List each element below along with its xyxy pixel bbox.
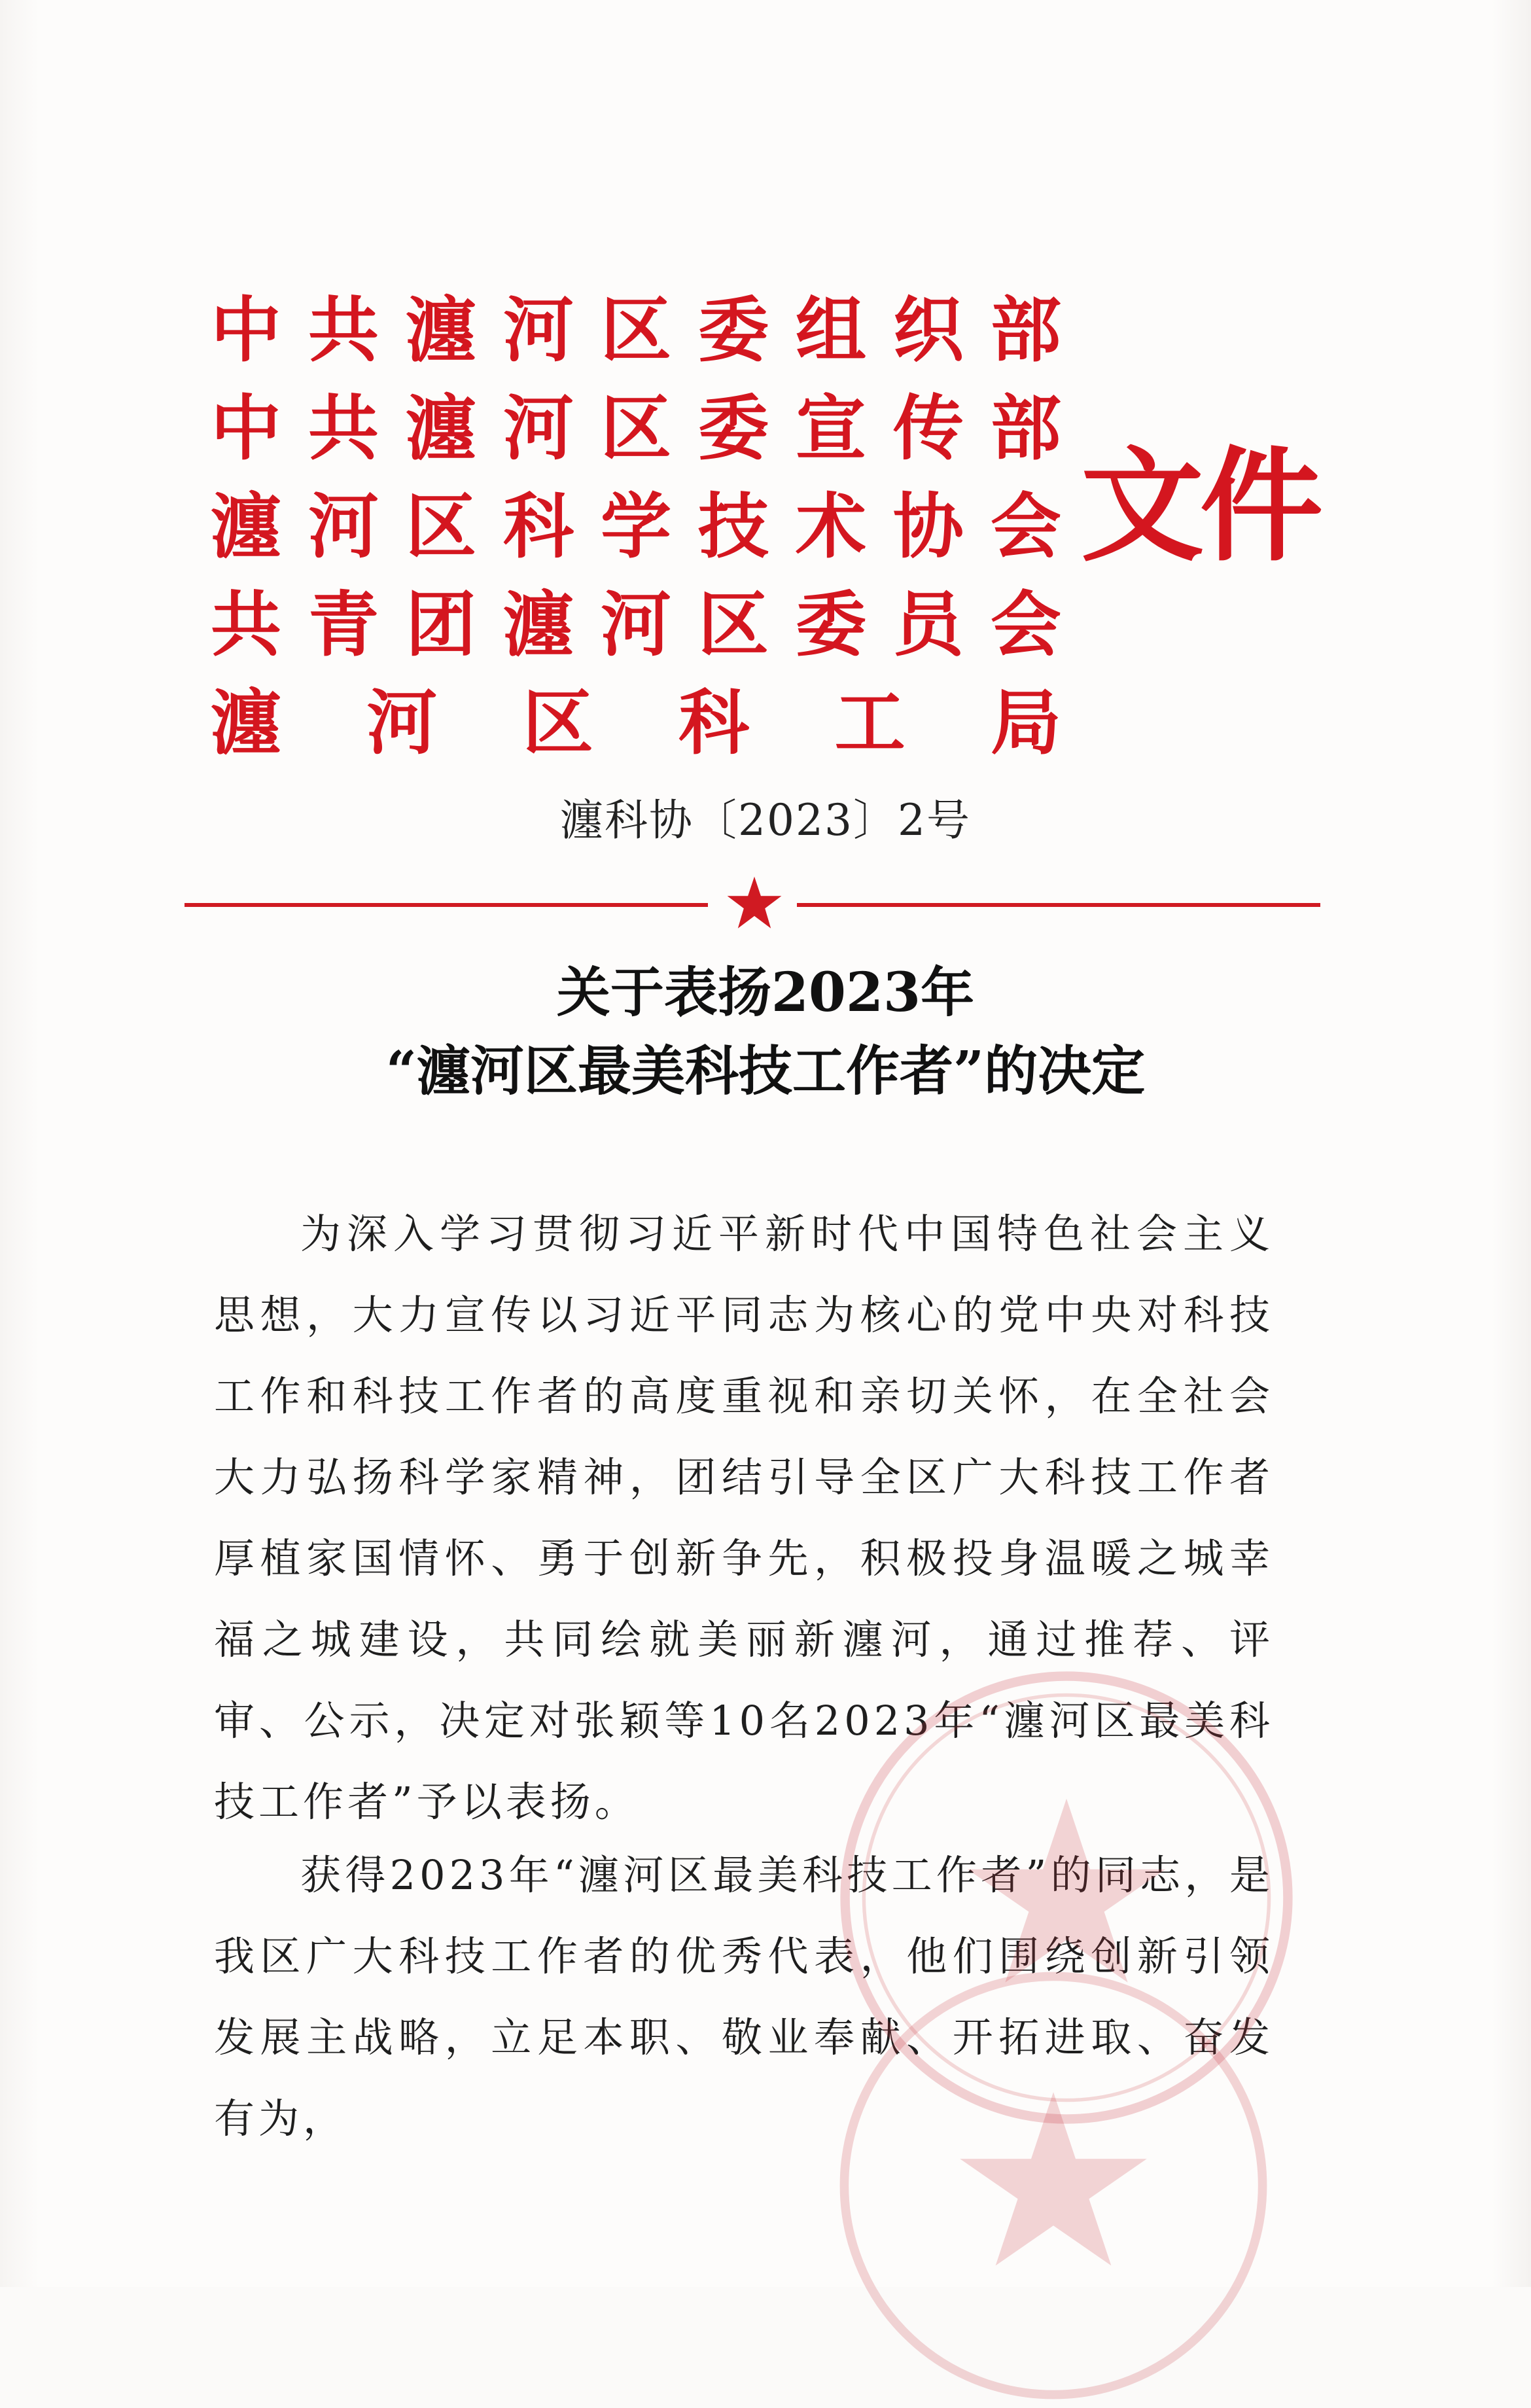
org-char: 部	[990, 289, 1061, 372]
org-char: 团	[405, 584, 476, 666]
org-char: 共	[308, 289, 379, 372]
org-char: 宣	[795, 387, 866, 470]
org-char: 织	[892, 289, 964, 372]
org-char: 科	[678, 682, 750, 764]
org-char: 会	[990, 486, 1061, 568]
org-char: 委	[697, 387, 769, 470]
org-char: 组	[795, 289, 866, 372]
org-char: 协	[892, 486, 964, 568]
org-char: 区	[697, 584, 769, 666]
org-line-5	[211, 681, 1061, 766]
org-char: 部	[990, 387, 1061, 470]
org-char: 委	[795, 584, 866, 666]
org-char: 传	[892, 387, 964, 470]
org-char: 科	[502, 486, 574, 568]
org-char: 区	[522, 682, 593, 764]
org-char: 瀍	[211, 486, 282, 568]
org-char: 瀍	[405, 289, 476, 372]
org-char: 中	[211, 289, 282, 372]
org-line-2	[211, 386, 1061, 471]
document-number: 瀍科协〔2023〕2号	[560, 795, 971, 845]
body-paragraph-1: 为深入学习贯彻习近平新时代中国特色社会主义思想，大力宣传以习近平同志为核心的党中央对科技工作和科技工作者的高度重视和亲切关怀，在全社会大力弘扬科学家精神，团结引导全区广大科技工作者厚植家国情怀、勇于创新争先，积极投身温暖之城幸福之城建设，共同绘就美丽新瀍河，通过推荐、评审、公示，决定对张颖等10名2023年“瀍河区最美科技工作者”予以表扬。	[214, 1210, 1274, 1826]
red-rule-right	[797, 903, 1320, 907]
document-suffix: 文件	[1081, 434, 1319, 578]
org-char: 会	[990, 584, 1061, 666]
org-char: 学	[600, 486, 671, 568]
org-char: 术	[795, 486, 866, 568]
document-title-line-2: “瀍河区最美科技工作者”的决定	[385, 1040, 1146, 1103]
org-char: 区	[600, 289, 671, 372]
org-char: 技	[697, 486, 769, 568]
org-char: 河	[366, 682, 438, 764]
org-char: 瀍	[211, 682, 282, 764]
org-line-1	[211, 288, 1061, 373]
org-char: 瀍	[502, 584, 574, 666]
org-char: 区	[600, 387, 671, 470]
org-line-3	[211, 484, 1061, 569]
org-line-4	[211, 582, 1061, 667]
document-title-line-1: 关于表扬2023年	[556, 961, 975, 1024]
red-rule-left	[185, 903, 708, 907]
org-char: 工	[834, 682, 906, 764]
org-char: 区	[405, 486, 476, 568]
org-char: 中	[211, 387, 282, 470]
org-char: 青	[308, 584, 379, 666]
org-char: 共	[211, 584, 282, 666]
org-char: 河	[600, 584, 671, 666]
org-char: 瀍	[405, 387, 476, 470]
org-char: 员	[892, 584, 964, 666]
org-char: 河	[308, 486, 379, 568]
org-char: 共	[308, 387, 379, 470]
org-char: 河	[502, 289, 574, 372]
star-icon	[725, 874, 784, 933]
org-char: 委	[697, 289, 769, 372]
org-char: 局	[990, 682, 1061, 764]
body-paragraph-2: 获得2023年“瀍河区最美科技工作者”的同志，是我区广大科技工作者的优秀代表，他们围绕创新引领发展主战略，立足本职、敬业奉献、开拓进取、奋发有为，	[214, 1851, 1274, 2142]
org-char: 河	[502, 387, 574, 470]
